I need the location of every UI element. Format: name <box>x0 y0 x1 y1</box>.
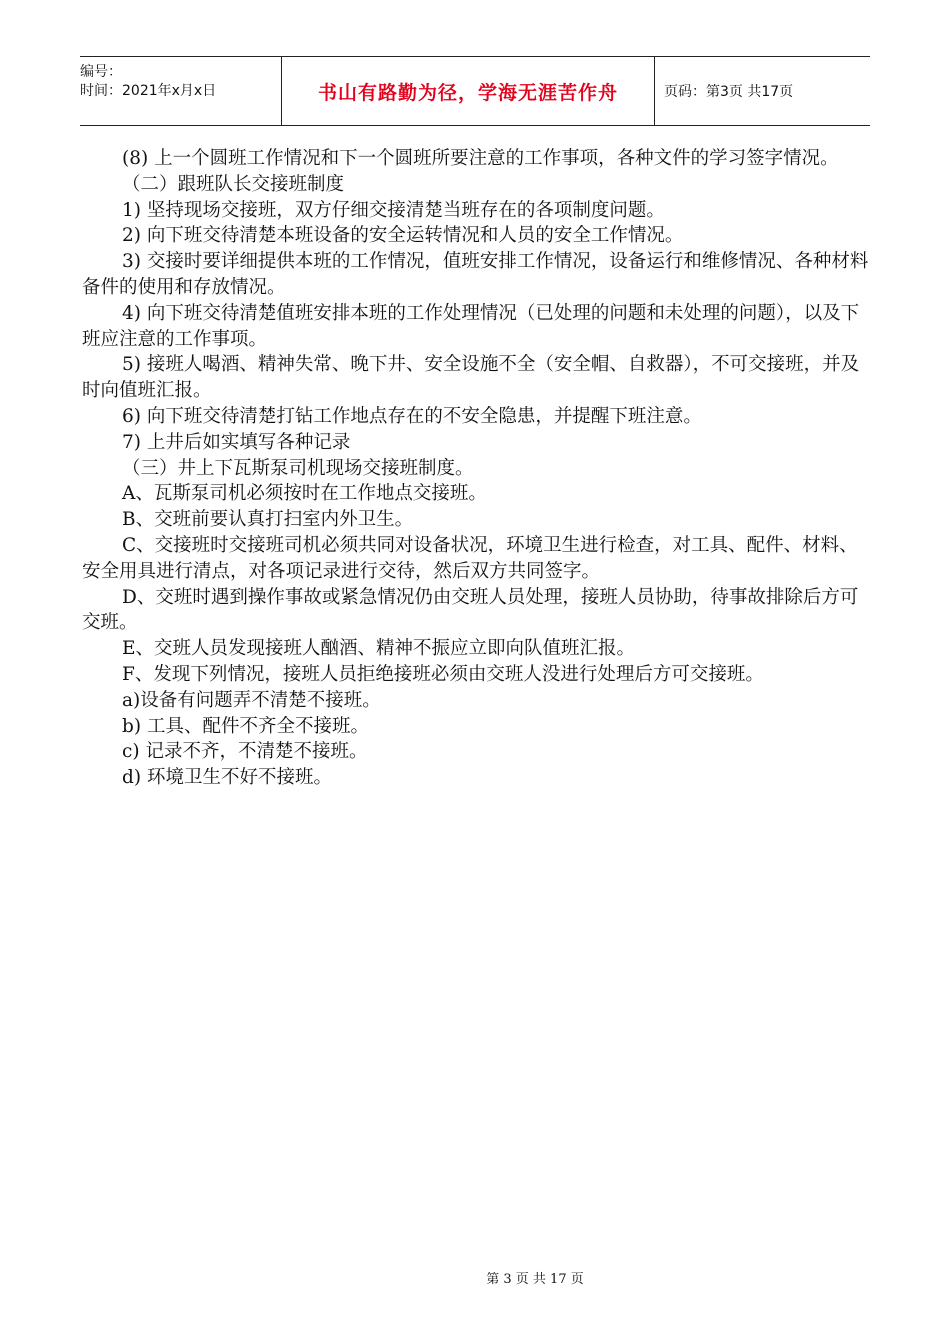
paragraph: E、交班人员发现接班人酗酒、精神不振应立即向队值班汇报。 <box>122 638 636 660</box>
section-heading: （三）井上下瓦斯泵司机现场交接班制度。 <box>122 457 474 479</box>
section-heading: （二）跟班队长交接班制度 <box>122 173 345 195</box>
paragraph: 2) 向下班交待清楚本班设备的安全运转情况和人员的安全工作情况。 <box>122 225 684 247</box>
document-number-label: 编号： <box>80 64 122 80</box>
list-item: a)设备有问题弄不清楚不接班。 <box>122 689 381 711</box>
paragraph: 4) 向下班交待清楚值班安排本班的工作处理情况（已处理的问题和未处理的问题），以及下班应注意的工作事项。 <box>82 302 860 350</box>
paragraph: D、交班时遇到操作事故或紧急情况仍由交班人员处理，接班人员协助，待事故排除后方可交班。 <box>82 586 859 634</box>
list-item: b) 工具、配件不齐全不接班。 <box>122 715 369 737</box>
header-page-info: 页码：第3页 共17页 <box>664 84 794 100</box>
page-header <box>80 56 870 126</box>
paragraph: F、发现下列情况，接班人员拒绝接班必须由交班人没进行处理后方可交接班。 <box>122 663 764 685</box>
paragraph: 6) 向下班交待清楚打钻工作地点存在的不安全隐患，并提醒下班注意。 <box>122 405 702 427</box>
paragraph: 3) 交接时要详细提供本班的工作情况，值班安排工作情况，设备运行和维修情况、各种材料备件的使用和存放情况。 <box>82 251 869 298</box>
paragraph: 1) 坚持现场交接班，双方仔细交接清楚当班存在的各项制度问题。 <box>122 199 665 221</box>
header-motto: 书山有路勤为径，学海无涯苦作舟 <box>281 57 655 125</box>
paragraph: (8) 上一个圆班工作情况和下一个圆班所要注意的工作事项，各种文件的学习签字情况。 <box>122 148 839 169</box>
document-time-label: 时间：2021年x月x日 <box>80 83 217 99</box>
paragraph: A、瓦斯泵司机必须按时在工作地点交接班。 <box>122 483 487 505</box>
header-left-cell <box>80 57 280 131</box>
list-item: d) 环境卫生不好不接班。 <box>122 767 332 789</box>
paragraph: 5) 接班人喝酒、精神失常、晚下井、安全设施不全（安全帽、自救器），不可交接班，并及时向值班汇报。 <box>82 354 860 402</box>
paragraph: C、交接班时交接班司机必须共同对设备状况，环境卫生进行检查，对工具、配件、材料、安全用具进行清点，对各项记录进行交待，然后双方共同签字。 <box>82 534 858 582</box>
page-footer: 第 3 页 共 17 页 <box>486 1272 584 1287</box>
paragraph: 7) 上井后如实填写各种记录 <box>122 431 351 453</box>
paragraph: B、交班前要认真打扫室内外卫生。 <box>122 509 414 531</box>
list-item: c) 记录不齐，不清楚不接班。 <box>122 741 368 763</box>
document-body <box>82 146 874 791</box>
